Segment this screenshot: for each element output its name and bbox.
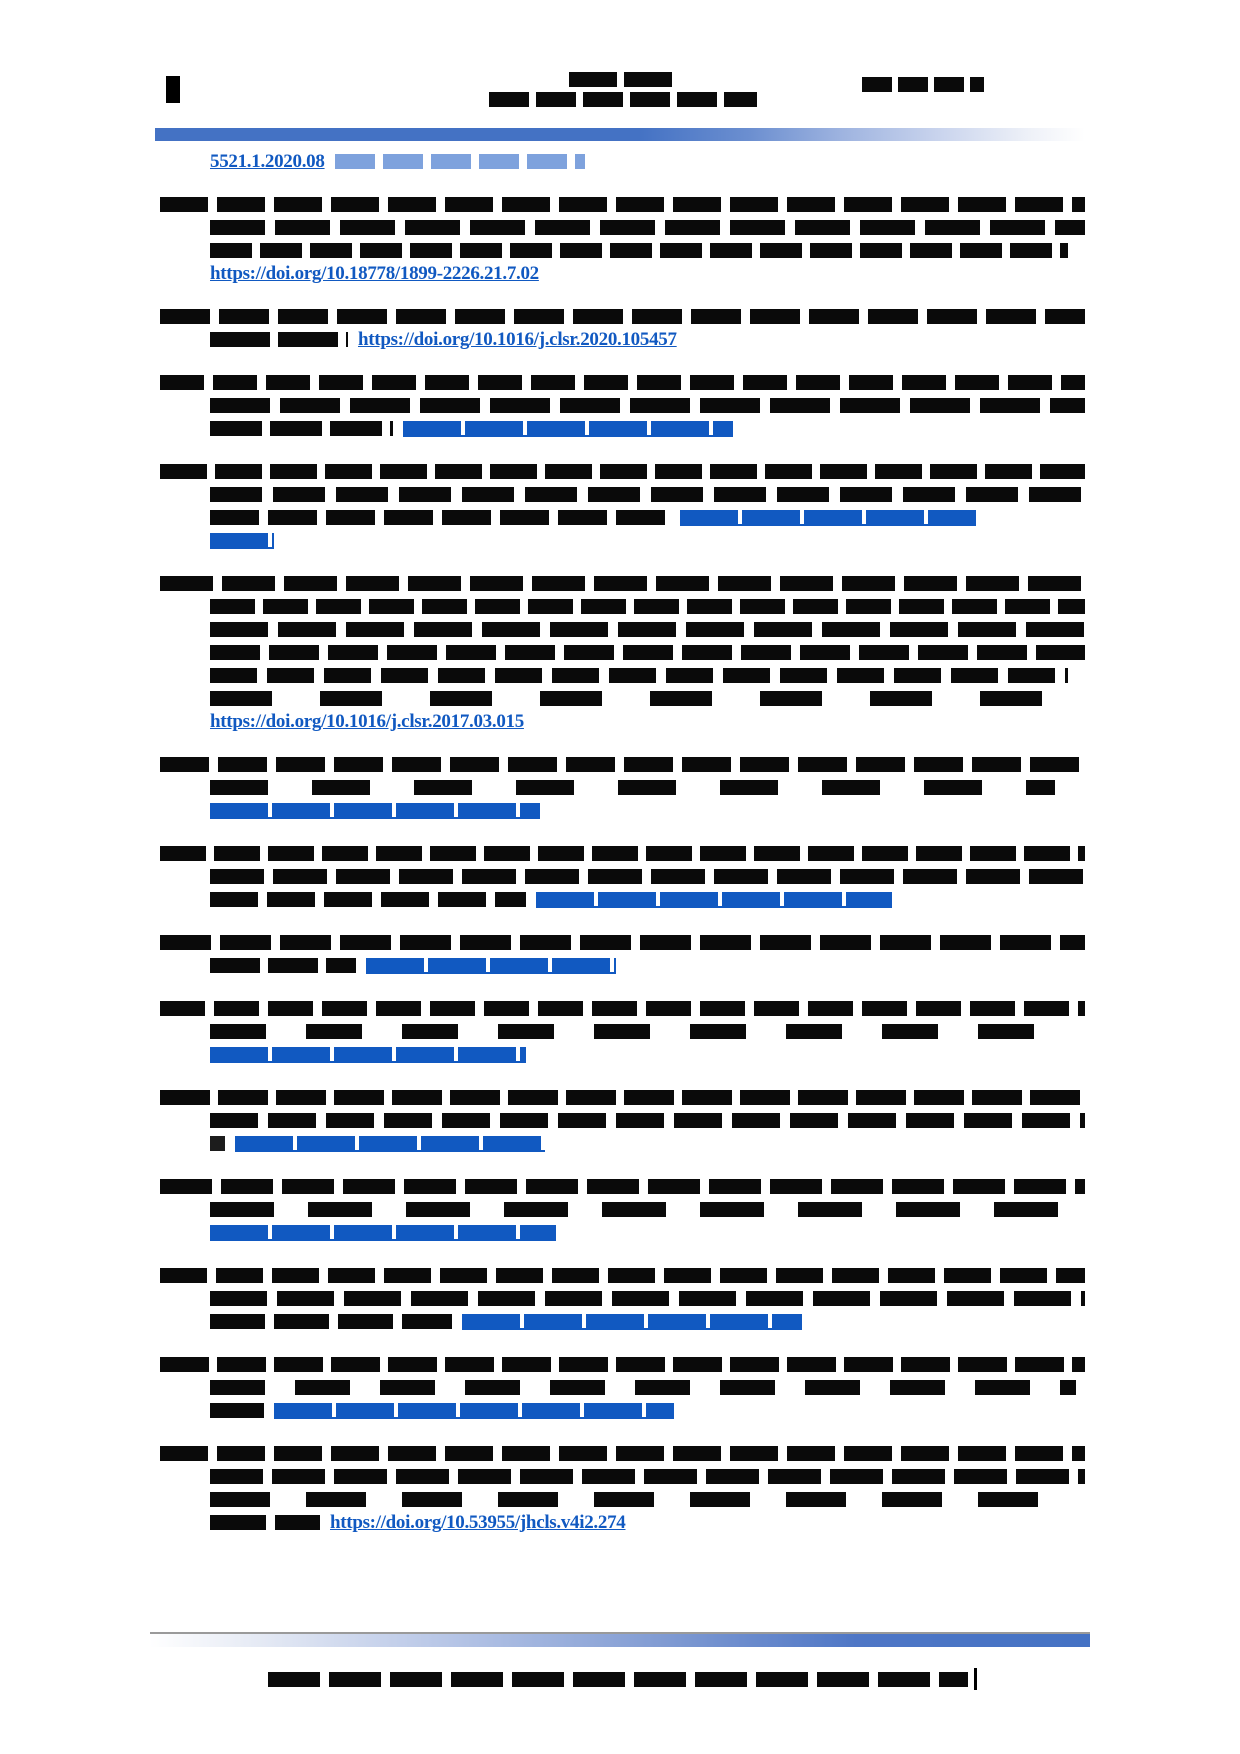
reference-line (160, 1353, 1085, 1376)
reference-line (210, 328, 1085, 351)
redacted-text-run (210, 1113, 1085, 1128)
redacted-text-run (210, 1515, 320, 1530)
reference-line (160, 371, 1085, 394)
redacted-text-run (489, 92, 757, 107)
redacted-text-run (160, 197, 1085, 212)
redacted-text-run (210, 599, 1085, 614)
reference-line (160, 753, 1085, 776)
redacted-text-run (569, 72, 677, 87)
reference-line (210, 1376, 1085, 1399)
reference-entry (160, 193, 1085, 285)
reference-line (210, 1043, 1085, 1066)
reference-line (210, 954, 1085, 977)
redacted-text-run (210, 780, 1055, 795)
redacted-text-run (160, 846, 1085, 861)
redacted-text-run (160, 464, 1085, 479)
redacted-text-run (210, 622, 1085, 637)
doi-link-redacted[interactable] (210, 1225, 556, 1241)
redacted-text-run (160, 1446, 1085, 1461)
redacted-text-run (160, 1179, 1085, 1194)
reference-line (160, 572, 1085, 595)
redacted-text-run (210, 1202, 1078, 1217)
redacted-text-run (210, 1024, 1068, 1039)
reference-line (160, 460, 1085, 483)
reference-entry (160, 371, 1085, 440)
redacted-text-run (210, 645, 1085, 660)
footer-text-redacted (160, 1668, 1085, 1690)
doi-link[interactable]: https://doi.org/10.18778/1899-2226.21.7.02 (210, 262, 539, 284)
redacted-text-run (160, 1357, 1085, 1372)
reference-line (210, 888, 1085, 911)
reference-entry (160, 1264, 1085, 1333)
redacted-text-run (210, 243, 1068, 258)
reference-line (210, 1198, 1085, 1221)
redacted-text-run (160, 757, 1085, 772)
redacted-text-run (160, 1268, 1085, 1283)
redacted-text-run (160, 309, 1085, 324)
reference-line (210, 394, 1085, 417)
doi-link[interactable]: https://doi.org/10.1016/j.clsr.2017.03.015 (210, 710, 524, 732)
redacted-text-run (210, 510, 670, 525)
reference-line (210, 1399, 1085, 1422)
reference-line (210, 1511, 1085, 1534)
reference-line (210, 1020, 1085, 1043)
reference-line (210, 150, 1085, 173)
reference-line (210, 799, 1085, 822)
reference-line (210, 1132, 1085, 1155)
redacted-text-run (210, 1403, 264, 1418)
reference-line (210, 417, 1085, 440)
redacted-text-run (210, 421, 393, 436)
redacted-text-run (160, 1090, 1085, 1105)
redacted-text-run (210, 1380, 1076, 1395)
reference-line (210, 483, 1085, 506)
reference-entry (160, 460, 1085, 552)
redacted-text-run (210, 398, 1085, 413)
redacted-text-run (160, 576, 1085, 591)
reference-line (210, 1287, 1085, 1310)
redacted-text-run (210, 1291, 1085, 1306)
doi-link-redacted[interactable] (235, 1136, 545, 1152)
doi-link[interactable]: 5521.1.2020.08 (210, 150, 325, 172)
reference-entry (160, 1442, 1085, 1534)
reference-line (210, 1310, 1085, 1333)
reference-line (160, 997, 1085, 1020)
redacted-text-run (160, 935, 1085, 950)
reference-entry (160, 150, 1085, 173)
doi-link[interactable]: https://doi.org/10.53955/jhcls.v4i2.274 (330, 1511, 626, 1533)
redacted-text-run (160, 375, 1085, 390)
reference-line (210, 865, 1085, 888)
reference-entry (160, 997, 1085, 1066)
redacted-text-run (160, 1001, 1085, 1016)
redacted-text-run (210, 220, 1085, 235)
redacted-text-run (268, 1672, 968, 1687)
reference-line (210, 710, 1085, 733)
reference-line (160, 842, 1085, 865)
redacted-text-run (210, 958, 356, 973)
redacted-text-run (210, 1314, 452, 1329)
reference-line (210, 1109, 1085, 1132)
reference-entry (160, 753, 1085, 822)
reference-line (210, 239, 1085, 262)
redacted-text-run (210, 332, 348, 347)
reference-entry (160, 305, 1085, 351)
header-rule-gradient (155, 128, 1085, 141)
reference-entry (160, 1353, 1085, 1422)
reference-line (210, 618, 1085, 641)
doi-link-redacted[interactable] (210, 803, 540, 819)
redacted-text-run (210, 1492, 1070, 1507)
reference-line (210, 776, 1085, 799)
reference-line (210, 262, 1085, 285)
reference-line (210, 1465, 1085, 1488)
doi-link-redacted[interactable] (462, 1314, 802, 1330)
reference-entry (160, 572, 1085, 733)
reference-line (210, 1221, 1085, 1244)
doi-link-redacted[interactable] (680, 510, 976, 526)
redacted-text-run (210, 1469, 1085, 1484)
reference-entry (160, 1086, 1085, 1155)
doi-link-redacted[interactable] (536, 892, 892, 908)
reference-line (160, 1175, 1085, 1198)
header-pagenum-redacted (862, 77, 984, 97)
doi-link-redacted[interactable] (274, 1403, 674, 1419)
doi-link[interactable]: https://doi.org/10.1016/j.clsr.2020.105457 (358, 328, 677, 350)
redacted-text-run (335, 154, 585, 169)
redacted-text-run (210, 691, 1062, 706)
redacted-text-run (210, 869, 1085, 884)
reference-line (210, 664, 1085, 687)
reference-line (210, 506, 1085, 529)
doi-link-redacted[interactable] (210, 1047, 526, 1063)
reference-entry (160, 931, 1085, 977)
redacted-text-run (210, 487, 1085, 502)
redacted-text-run (862, 77, 984, 92)
reference-line (210, 529, 1085, 552)
reference-line (160, 1086, 1085, 1109)
reference-line (210, 595, 1085, 618)
reference-line (160, 193, 1085, 216)
reference-line (210, 1488, 1085, 1511)
reference-line (160, 1264, 1085, 1287)
list-marker-square (210, 1136, 225, 1151)
reference-line (160, 931, 1085, 954)
redacted-text-run (210, 892, 526, 907)
footer-rule-gradient (150, 1632, 1090, 1647)
doi-link-redacted[interactable] (366, 958, 616, 974)
reference-entry (160, 1175, 1085, 1244)
reference-line (210, 641, 1085, 664)
reference-entry (160, 842, 1085, 911)
redacted-text-run (210, 668, 1068, 683)
reference-line (160, 1442, 1085, 1465)
doi-link-redacted[interactable] (210, 533, 274, 549)
doi-link-redacted[interactable] (403, 421, 733, 437)
footer-end-tick (974, 1668, 977, 1690)
reference-line (210, 216, 1085, 239)
reference-line (160, 305, 1085, 328)
reference-line (210, 687, 1085, 710)
references-list (160, 150, 1085, 1554)
